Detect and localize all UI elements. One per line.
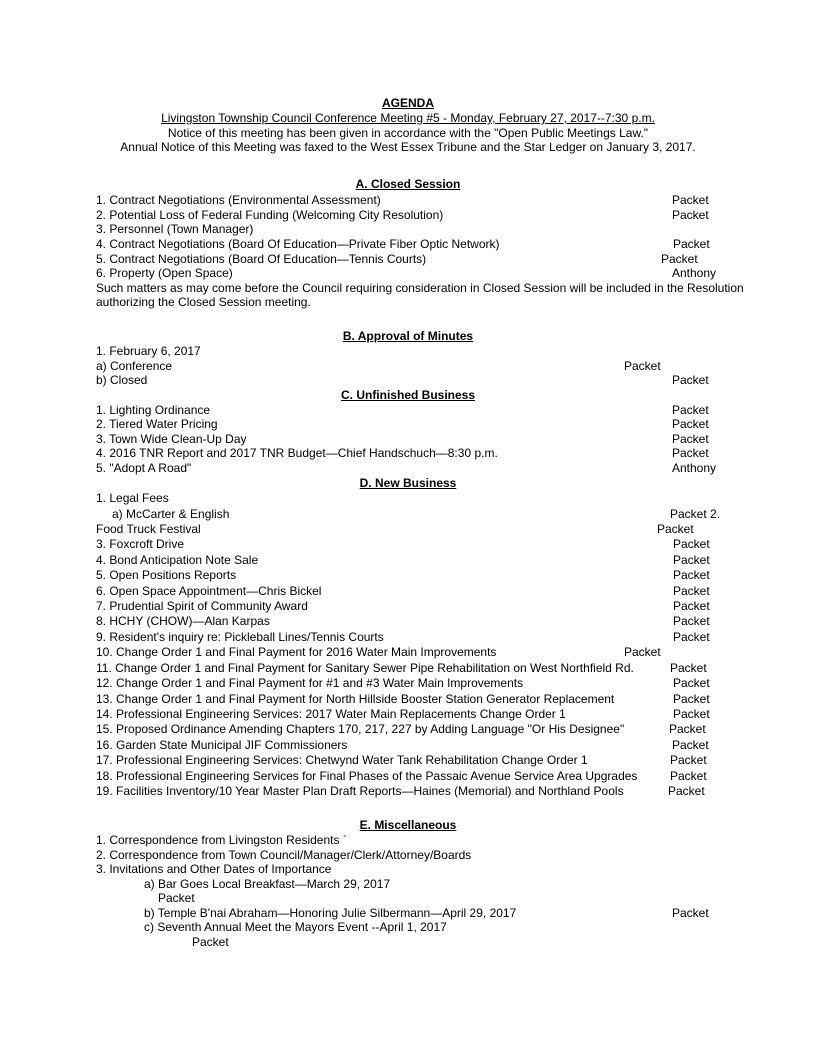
item-tag: Packet	[624, 645, 661, 659]
closed-session-note: authorizing the Closed Session meeting.	[96, 295, 311, 309]
list-item: 4. 2016 TNR Report and 2017 TNR Budget—Chief Handschuch—8:30 p.m.	[96, 446, 498, 460]
list-item: 5. Open Positions Reports	[96, 568, 237, 582]
list-item: 1. Correspondence from Livingston Residents `	[96, 833, 347, 847]
list-item: 13. Change Order 1 and Final Payment for North Hillside Booster Station Generator Replacement	[96, 692, 615, 706]
list-item: 9. Resident's inquiry re: Pickleball Lines/Tennis Courts	[96, 630, 384, 644]
list-item: 6. Open Space Appointment—Chris Bickel	[96, 584, 322, 598]
list-item: 2. Tiered Water Pricing	[96, 417, 218, 431]
item-tag: Packet	[661, 252, 698, 266]
list-item: 11. Change Order 1 and Final Payment for Sanitary Sewer Pipe Rehabilitation on West Northfield Rd.	[96, 661, 634, 675]
item-tag: Packet	[657, 522, 694, 536]
item-tag: Packet	[624, 359, 661, 373]
list-item: Food Truck Festival	[96, 522, 201, 536]
section-c-heading: C. Unfinished Business	[340, 388, 476, 402]
section-d-heading: D. New Business	[359, 476, 457, 490]
item-tag: Packet 2.	[670, 507, 721, 521]
list-item: 7. Prudential Spirit of Community Award	[96, 599, 308, 613]
list-item: 19. Facilities Inventory/10 Year Master Plan Draft Reports—Haines (Memorial) and Northland Pools	[96, 784, 624, 798]
list-item: 1. Contract Negotiations (Environmental Assessment)	[96, 193, 381, 207]
item-tag: Packet	[673, 630, 710, 644]
list-item: b) Closed	[96, 373, 148, 387]
list-item: b) Temple B'nai Abraham—Honoring Julie Silbermann—April 29, 2017	[144, 906, 517, 920]
list-item: 1. Lighting Ordinance	[96, 403, 211, 417]
list-item: a) Conference	[96, 359, 173, 373]
list-item: 8. HCHY (CHOW)—Alan Karpas	[96, 614, 270, 628]
item-tag: Packet	[672, 208, 709, 222]
item-tag: Packet	[673, 676, 710, 690]
item-tag: Packet	[668, 784, 705, 798]
item-tag: Packet	[672, 403, 709, 417]
list-item: 3. Town Wide Clean-Up Day	[96, 432, 247, 446]
list-item: 18. Professional Engineering Services for Final Phases of the Passaic Avenue Service Area Upgrades	[96, 769, 638, 783]
item-tag: Packet	[673, 707, 710, 721]
item-tag: Anthony	[672, 461, 717, 475]
section-a-heading: A. Closed Session	[355, 177, 461, 191]
list-item: 6. Property (Open Space)	[96, 266, 233, 280]
closed-session-note: Such matters as may come before the Council requiring consideration in Closed Session will be included in the Resolution	[96, 281, 744, 295]
list-item: 16. Garden State Municipal JIF Commissioners	[96, 738, 348, 752]
item-tag: Packet	[673, 553, 710, 567]
list-item: 5. "Adopt A Road"	[96, 461, 192, 475]
meeting-line: Livingston Township Council Conference Meeting #5 - Monday, February 27, 2017--7:30 p.m.	[161, 111, 655, 125]
list-item: 4. Contract Negotiations (Board Of Education—Private Fiber Optic Network)	[96, 237, 500, 251]
item-tag: Packet	[673, 599, 710, 613]
item-tag: Packet	[672, 432, 709, 446]
list-item: 3. Foxcroft Drive	[96, 537, 185, 551]
list-item: 1. Legal Fees	[96, 491, 169, 505]
item-tag: Packet	[670, 753, 707, 767]
list-item: 10. Change Order 1 and Final Payment for 2016 Water Main Improvements	[96, 645, 497, 659]
list-item: 5. Contract Negotiations (Board Of Education—Tennis Courts)	[96, 252, 427, 266]
list-item: 17. Professional Engineering Services: Chetwynd Water Tank Rehabilitation Change Order 1	[96, 753, 588, 767]
list-item: 12. Change Order 1 and Final Payment for #1 and #3 Water Main Improvements	[96, 676, 524, 690]
item-tag: Packet	[672, 906, 709, 920]
item-tag: Anthony	[672, 266, 717, 280]
item-tag: Packet	[672, 417, 709, 431]
item-tag: Packet	[673, 568, 710, 582]
item-tag: Packet	[192, 935, 229, 949]
item-tag: Packet	[672, 193, 709, 207]
item-tag: Packet	[669, 722, 706, 736]
section-e-heading: E. Miscellaneous	[359, 818, 457, 832]
item-tag: Packet	[158, 891, 195, 905]
list-item: 2. Correspondence from Town Council/Manager/Clerk/Attorney/Boards	[96, 848, 472, 862]
list-item: 3. Invitations and Other Dates of Importance	[96, 862, 332, 876]
item-tag: Packet	[673, 614, 710, 628]
list-item: 15. Proposed Ordinance Amending Chapters 170, 217, 227 by Adding Language "Or His Designee"	[96, 722, 625, 736]
list-item: 14. Professional Engineering Services: 2017 Water Main Replacements Change Order 1	[96, 707, 566, 721]
item-tag: Packet	[673, 537, 710, 551]
item-tag: Packet	[672, 373, 709, 387]
notice-line: Notice of this meeting has been given in accordance with the "Open Public Meetings Law."	[167, 126, 649, 140]
item-tag: Packet	[672, 738, 709, 752]
section-b-heading: B. Approval of Minutes	[342, 329, 474, 343]
item-tag: Packet	[672, 446, 709, 460]
item-tag: Packet	[673, 584, 710, 598]
list-item: a) McCarter & English	[112, 507, 230, 521]
agenda-title: AGENDA	[381, 96, 434, 110]
list-item: 4. Bond Anticipation Note Sale	[96, 553, 259, 567]
item-tag: Packet	[673, 237, 710, 251]
list-item: 3. Personnel (Town Manager)	[96, 222, 254, 236]
list-item: 1. February 6, 2017	[96, 344, 201, 358]
annual-notice-line: Annual Notice of this Meeting was faxed to the West Essex Tribune and the Star Ledger on January 3, 2017.	[120, 140, 696, 154]
item-tag: Packet	[670, 661, 707, 675]
list-item: a) Bar Goes Local Breakfast—March 29, 2017	[144, 877, 391, 891]
item-tag: Packet	[673, 692, 710, 706]
list-item: 2. Potential Loss of Federal Funding (Welcoming City Resolution)	[96, 208, 444, 222]
list-item: c) Seventh Annual Meet the Mayors Event --April 1, 2017	[144, 920, 447, 934]
item-tag: Packet	[670, 769, 707, 783]
